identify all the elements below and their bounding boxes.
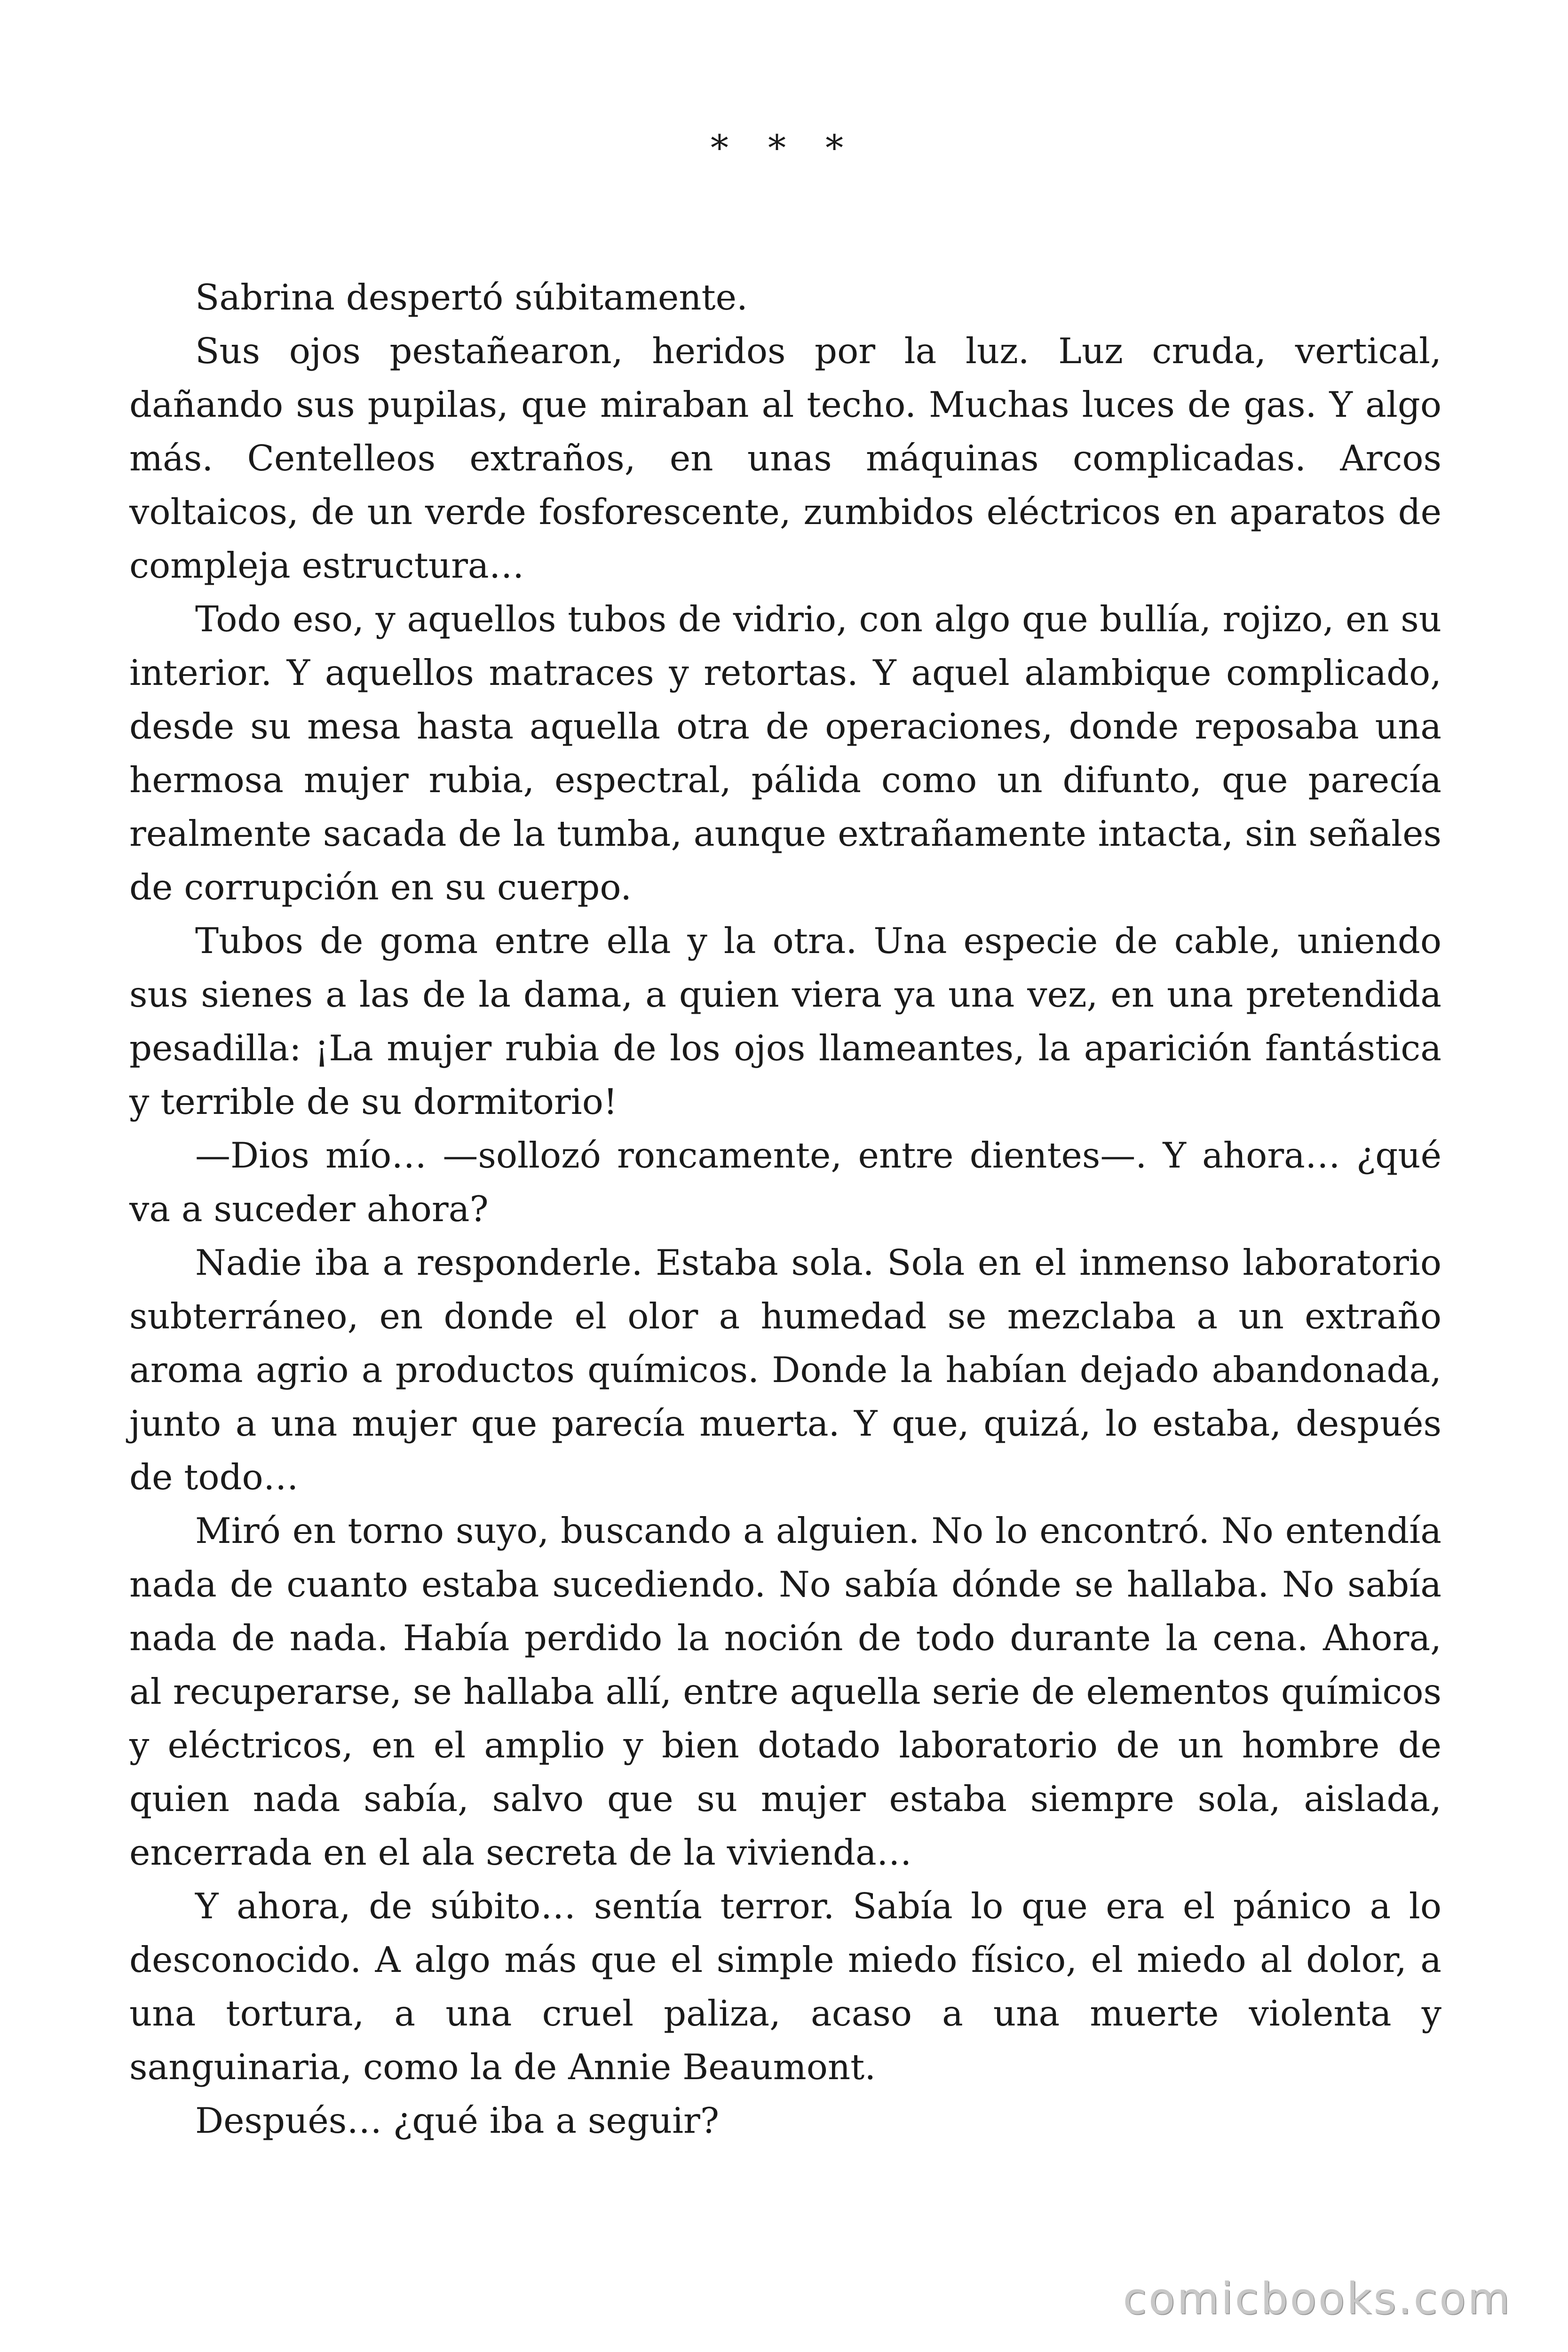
paragraph: —Dios mío… —sollozó roncamente, entre dientes—. Y ahora… ¿qué va a suceder ahora? [129,1135,1441,1230]
paragraph: Tubos de goma entre ella y la otra. Una especie de cable, uniendo sus sienes a las de la dama, a quien viera ya una vez, en una pretendida pesadilla: ¡La mujer rubia de los ojos llameantes, la aparición fantástica y terrible de su dormitorio! [129,920,1441,1122]
watermark: comicbooks.com [1123,2273,1512,2324]
paragraph: Todo eso, y aquellos tubos de vidrio, con algo que bullía, rojizo, en su interior. Y aquellos matraces y retortas. Y aquel alambique complicado, desde su mesa hasta aquella otra de operaciones, donde reposaba una hermosa mujer rubia, espectral, pálida como un difunto, que parecía realmente sacada de la tumba, aunque extrañamente intacta, sin señales de corrupción en su cuerpo. [129,598,1441,908]
paragraph: Sabrina despertó súbitamente. [195,277,748,318]
paragraph: Nadie iba a responderle. Estaba sola. Sola en el inmenso laboratorio subterráneo, en donde el olor a humedad se mezclaba a un extraño aroma agrio a productos químicos. Donde la habían dejado abandonada, junto a una mujer que parecía muerta. Y que, quizá, lo estaba, después de todo… [129,1242,1441,1498]
scene-break: * * * [710,127,858,169]
body-text [129,270,1441,2147]
paragraph: Miró en torno suyo, buscando a alguien. No lo encontró. No entendía nada de cuanto estaba sucediendo. No sabía dónde se hallaba. No sabía nada de nada. Había perdido la noción de todo durante la cena. Ahora, al recuperarse, se hallaba allí, entre aquella serie de elementos químicos y eléctricos, en el amplio y bien dotado laboratorio de un hombre de quien nada sabía, salvo que su mujer estaba siempre sola, aislada, encerrada en el ala secreta de la vivienda… [129,1510,1441,1873]
paragraph: Sus ojos pestañearon, heridos por la luz. Luz cruda, vertical, dañando sus pupilas, que miraban al techo. Muchas luces de gas. Y algo más. Centelleos extraños, en unas máquinas complicadas. Arcos voltaicos, de un verde fosforescente, zumbidos eléctricos en aparatos de compleja estructura… [129,330,1441,586]
paragraph: Después… ¿qué iba a seguir? [195,2100,720,2141]
paragraph: Y ahora, de súbito… sentía terror. Sabía lo que era el pánico a lo desconocido. A algo más que el simple miedo físico, el miedo al dolor, a una tortura, a una cruel paliza, acaso a una muerte violenta y sanguinaria, como la de Annie Beaumont. [129,1885,1441,2088]
